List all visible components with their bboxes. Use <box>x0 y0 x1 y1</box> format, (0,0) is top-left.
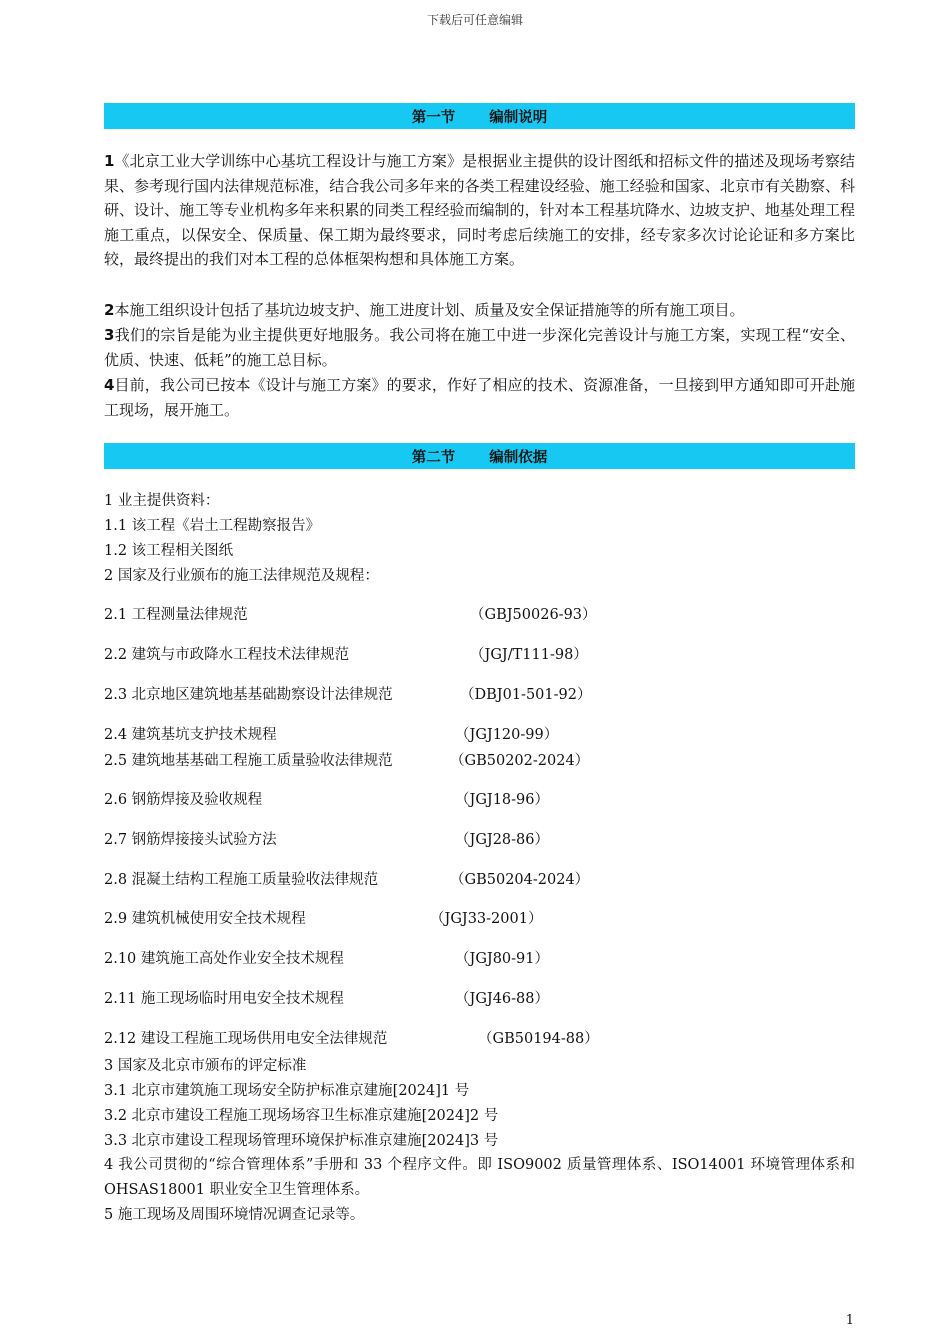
section2-title: 编制依据 <box>489 449 548 466</box>
standard-code: （JGJ120-99） <box>455 727 559 743</box>
basis-line: 3.3 北京市建设工程现场管理环境保护标准京建施[2024]3 号 <box>104 1133 499 1149</box>
standard-name: 2.8 混凝土结构工程施工质量验收法律规范 <box>104 872 379 888</box>
section1-paragraph-2: 2本施工组织设计包括了基坑边坡支护、施工进度计划、质量及安全保证措施等的所有施工项目。 <box>104 301 745 319</box>
basis-paragraph-4: 4 我公司贯彻的“综合管理体系”手册和 33 个程序文件。即 ISO9002 质量管理体系、ISO14001 环境管理体系和 OHSAS18001 职业安全卫生管理体系。 <box>104 1157 855 1198</box>
standard-code: （DBJ01-501-92） <box>460 687 592 703</box>
standard-code: （JGJ18-96） <box>455 792 550 808</box>
standard-code: （GBJ50026-93） <box>470 607 597 623</box>
standard-name: 2.1 工程测量法律规范 <box>104 607 248 623</box>
basis-line: 1.2 该工程相关图纸 <box>104 543 234 559</box>
page-header: 下载后可任意编辑 <box>426 13 523 27</box>
section1-title: 编制说明 <box>489 109 548 126</box>
standard-name: 2.6 钢筋焊接及验收规程 <box>104 792 263 808</box>
standard-code: （JGJ46-88） <box>455 991 550 1007</box>
section1-heading-bar <box>104 103 855 129</box>
standard-code: （GB50202-2024） <box>450 753 590 769</box>
basis-line: 2 国家及行业颁布的施工法律规范及规程： <box>104 568 379 584</box>
section1-number: 第一节 <box>411 109 456 126</box>
basis-line: 1.1 该工程《岩土工程勘察报告》 <box>104 518 321 534</box>
standard-name: 2.12 建设工程施工现场供用电安全法律规范 <box>104 1031 388 1047</box>
standard-name: 2.11 施工现场临时用电安全技术规程 <box>104 991 344 1007</box>
standard-name: 2.10 建筑施工高处作业安全技术规程 <box>104 951 344 967</box>
standard-code: （JGJ28-86） <box>455 832 550 848</box>
section1-paragraph-3: 3我们的宗旨是能为业主提供更好地服务。我公司将在施工中进一步深化完善设计与施工方案，实现工程“安全、优质、快速、低耗”的施工总目标。 <box>104 326 855 369</box>
standard-name: 2.7 钢筋焊接接头试验方法 <box>104 832 277 848</box>
standard-code: （JGJ33-2001） <box>430 911 543 927</box>
standard-code: （JGJ80-91） <box>455 951 550 967</box>
section2-number: 第二节 <box>411 449 456 466</box>
section1-paragraph-1: 1《北京工业大学训练中心基坑工程设计与施工方案》是根据业主提供的设计图纸和招标文件的描述及现场考察结果、参考现行国内法律规范标准，结合我公司多年来的各类工程建设经验、施工经验和国家、北京市有关勘察、科研、设计、施工等专业机构多年来积累的同类工程经验而编制的，针对本工程基坑降水、边坡支护、地基处理工程施工重点，以保安全、保质量、保工期为最终要求，同时考虑后续施工的安排，经专家多次讨论论证和多方案比较，最终提出的我们对本工程的总体框架构想和具体施工方案。 <box>104 152 855 268</box>
standard-name: 2.3 北京地区建筑地基基础勘察设计法律规范 <box>104 687 393 703</box>
basis-line: 1 业主提供资料： <box>104 493 220 509</box>
basis-line: 5 施工现场及周围环境情况调查记录等。 <box>104 1207 365 1223</box>
basis-line: 3 国家及北京市颁布的评定标准 <box>104 1058 307 1074</box>
standard-code: （GB50204-2024） <box>450 872 590 888</box>
standard-name: 2.2 建筑与市政降水工程技术法律规范 <box>104 647 350 663</box>
basis-line: 3.2 北京市建设工程施工现场场容卫生标准京建施[2024]2 号 <box>104 1108 499 1124</box>
standard-code: （GB50194-88） <box>478 1031 599 1047</box>
section2-heading-bar <box>104 443 855 469</box>
standard-name: 2.9 建筑机械使用安全技术规程 <box>104 911 306 927</box>
standard-name: 2.5 建筑地基基础工程施工质量验收法律规范 <box>104 753 393 769</box>
basis-line: 3.1 北京市建筑施工现场安全防护标准京建施[2024]1 号 <box>104 1083 470 1099</box>
page-number: 1 <box>845 1313 854 1328</box>
standard-name: 2.4 建筑基坑支护技术规程 <box>104 727 277 743</box>
standard-code: （JGJ/T111-98） <box>470 647 588 663</box>
section1-paragraph-4: 4目前，我公司已按本《设计与施工方案》的要求，作好了相应的技术、资源准备，一旦接到甲方通知即可开赴施工现场，展开施工。 <box>104 376 855 419</box>
